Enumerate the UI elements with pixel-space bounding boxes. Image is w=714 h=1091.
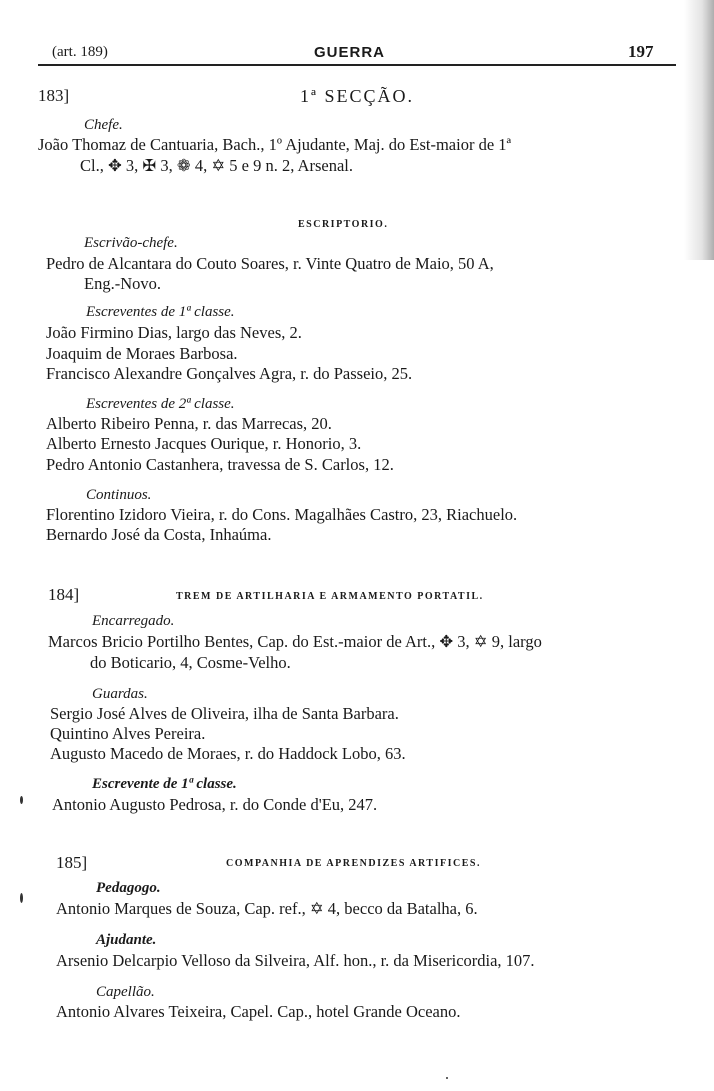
header-rule (38, 64, 676, 66)
continuo-row: Florentino Izidoro Vieira, r. do Cons. Magalhães Castro, 23, Riachuelo. (46, 505, 518, 524)
header-article-ref: (art. 189) (52, 44, 108, 60)
scan-speck (20, 796, 23, 804)
escrivao-line-2: Eng.-Novo. (84, 274, 161, 293)
escrevente-184-row: Antonio Augusto Pedrosa, r. do Conde d'Eu, 247. (52, 795, 378, 814)
continuos-label: Continuos. (86, 487, 152, 503)
guarda-row: Quintino Alves Pereira. (50, 724, 206, 743)
guarda-row: Sergio José Alves de Oliveira, ilha de Santa Barbara. (50, 704, 399, 723)
escrevente-2-row: Alberto Ernesto Jacques Ourique, r. Honorio, 3. (46, 434, 362, 453)
capellao-row: Antonio Alvares Teixeira, Capel. Cap., hotel Grande Oceano. (56, 1002, 461, 1021)
pedagogo-row: Antonio Marques de Souza, Cap. ref., ✡ 4, becco da Batalha, 6. (56, 899, 478, 918)
escrevente-2-row: Alberto Ribeiro Penna, r. das Marrecas, 20. (46, 414, 332, 433)
escrevente-2-row: Pedro Antonio Castanhera, travessa de S. Carlos, 12. (46, 455, 394, 474)
chefe-line-1: João Thomaz de Cantuaria, Bach., 1º Ajudante, Maj. do Est-maior de 1ª (38, 135, 512, 154)
escrevente-184-label: Escrevente de 1ª classe. (92, 776, 237, 792)
escreventes-2-label: Escreventes de 2ª classe. (86, 396, 235, 412)
continuo-row: Bernardo José da Costa, Inhaúma. (46, 525, 272, 544)
guardas-label: Guardas. (92, 686, 148, 702)
chefe-label: Chefe. (84, 117, 123, 133)
page-edge-shadow (684, 0, 714, 260)
header-page-number: 197 (628, 42, 654, 61)
section-185-number: 185] (56, 853, 88, 872)
guarda-row: Augusto Macedo de Moraes, r. do Haddock Lobo, 63. (50, 744, 406, 763)
escrevente-1-row: Joaquim de Moraes Barbosa. (46, 344, 238, 363)
capellao-label: Capellão. (96, 984, 155, 1000)
section-183-title: 1ª SECÇÃO. (300, 86, 414, 106)
escreventes-1-label: Escreventes de 1ª classe. (86, 304, 235, 320)
escrevente-1-row: Francisco Alexandre Gonçalves Agra, r. do Passeio, 25. (46, 364, 413, 383)
section-184-number: 184] (48, 585, 80, 604)
section-185-title: COMPANHIA DE APRENDIZES ARTIFICES. (226, 858, 481, 869)
ajudante-row: Arsenio Delcarpio Velloso da Silveira, Alf. hon., r. da Misericordia, 107. (56, 951, 535, 970)
encarregado-line-1: Marcos Bricio Portilho Bentes, Cap. do Est.-maior de Art., ✥ 3, ✡ 9, largo (48, 632, 542, 651)
scan-speck (20, 893, 23, 903)
header-title: GUERRA (314, 44, 386, 61)
scan-speck (446, 1077, 448, 1079)
escrivao-label: Escrivão-chefe. (84, 235, 178, 251)
escrivao-line-1: Pedro de Alcantara do Couto Soares, r. Vinte Quatro de Maio, 50 A, (46, 254, 494, 273)
escrevente-1-row: João Firmino Dias, largo das Neves, 2. (46, 323, 302, 342)
escritorio-heading: ESCRIPTORIO. (298, 219, 389, 230)
chefe-line-2: Cl., ✥ 3, ✠ 3, ❁ 4, ✡ 5 e 9 n. 2, Arsenal. (80, 156, 353, 175)
section-183-number: 183] (38, 86, 70, 105)
encarregado-label: Encarregado. (92, 613, 175, 629)
encarregado-line-2: do Boticario, 4, Cosme-Velho. (90, 653, 291, 672)
section-184-title: TREM DE ARTILHARIA E ARMAMENTO PORTATIL. (176, 591, 484, 602)
ajudante-label: Ajudante. (96, 932, 157, 948)
pedagogo-label: Pedagogo. (96, 880, 161, 896)
